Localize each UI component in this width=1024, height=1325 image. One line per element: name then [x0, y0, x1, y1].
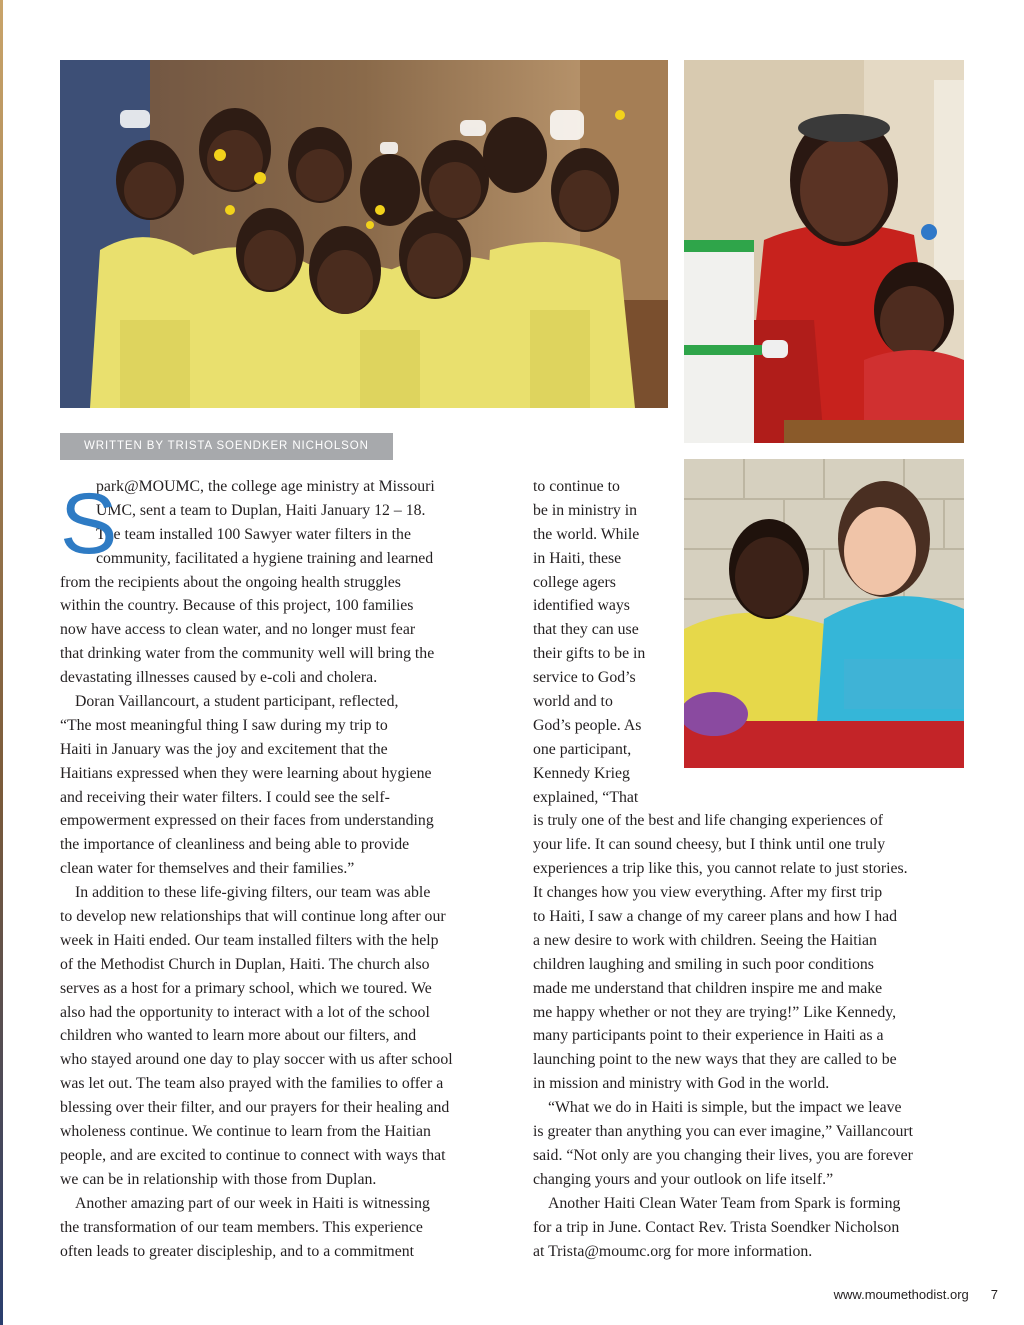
text-line: experiences a trip like this, you cannot relate to just stories.: [533, 860, 908, 878]
text-line: empowerment expressed on their faces from understanding: [60, 812, 434, 830]
photo-mother-and-child-image: [684, 60, 964, 443]
text-line: be in ministry in: [533, 501, 637, 519]
text-line: children who wanted to learn more about our filters, and: [60, 1027, 417, 1045]
text-line: The team installed 100 Sawyer water filters in the: [96, 525, 411, 543]
text-line: to Haiti, I saw a change of my career plans and how I had: [533, 908, 898, 926]
text-line: to continue to: [533, 478, 620, 495]
text-line: also had the opportunity to interact with a lot of the school: [60, 1003, 430, 1021]
photo-schoolchildren-image: [60, 60, 668, 408]
text-line: who stayed around one day to play soccer with us after school: [60, 1051, 453, 1069]
text-line: in mission and ministry with God in the world.: [533, 1075, 830, 1093]
text-line: the importance of cleanliness and being able to provide: [60, 836, 410, 854]
text-line: clean water for themselves and their families.”: [60, 860, 355, 878]
text-line: for a trip in June. Contact Rev. Trista Soendker Nicholson: [533, 1218, 900, 1236]
text-line: was let out. The team also prayed with the families to offer a: [60, 1075, 444, 1093]
photo-schoolchildren: [60, 60, 668, 408]
photo-mother-and-child: [684, 60, 964, 443]
text-line: from the recipients about the ongoing health struggles: [60, 573, 401, 591]
text-line: “What we do in Haiti is simple, but the impact we leave: [548, 1099, 902, 1117]
text-line: is truly one of the best and life changing experiences of: [533, 812, 884, 830]
text-line: we can be in relationship with those from Duplan.: [60, 1170, 377, 1188]
text-line: serves as a host for a primary school, which we toured. We: [60, 979, 432, 997]
text-line: UMC, sent a team to Duplan, Haiti January 12 – 18.: [96, 501, 426, 519]
text-line: people, and are excited to continue to connect with ways that: [60, 1146, 446, 1164]
text-line: Another Haiti Clean Water Team from Spark is forming: [548, 1194, 901, 1212]
text-line: “The most meaningful thing I saw during my trip to: [60, 716, 388, 734]
text-line: wholeness continue. We continue to learn from the Haitian: [60, 1123, 431, 1141]
text-line: in Haiti, these: [533, 549, 622, 567]
text-line: launching point to the new ways that they are called to be: [533, 1051, 897, 1069]
text-line: Haitians expressed when they were learning about hygiene: [60, 764, 432, 782]
text-line: the transformation of our team members. This experience: [60, 1218, 423, 1236]
byline: WRITTEN BY TRISTA SOENDKER NICHOLSON: [60, 433, 393, 460]
text-line: park@MOUMC, the college age ministry at Missouri: [96, 478, 435, 495]
text-line: Doran Vaillancourt, a student participant, reflected,: [75, 693, 399, 711]
text-line: God’s people. As: [533, 716, 642, 734]
text-line: to develop new relationships that will continue long after our: [60, 908, 446, 926]
text-line: me happy whether or not they are trying!” Like Kennedy,: [533, 1003, 897, 1021]
text-line: Haiti in January was the joy and excitement that the: [60, 740, 388, 758]
text-line: at Trista@moumc.org for more information.: [533, 1242, 813, 1260]
text-line: week in Haiti ended. Our team installed filters with the help: [60, 931, 439, 949]
page-footer: [834, 1287, 998, 1302]
text-line: service to God’s: [533, 669, 636, 687]
text-line: made me understand that children inspire me and make: [533, 979, 883, 997]
footer-url: www.moumethodist.org: [833, 1287, 969, 1302]
text-line: Another amazing part of our week in Haiti is witnessing: [75, 1194, 430, 1212]
text-line: community, facilitated a hygiene training and learned: [96, 549, 434, 567]
text-line: that drinking water from the community well will bring the: [60, 645, 435, 663]
article-left-column: [60, 475, 500, 1263]
text-line: Kennedy Krieg: [533, 764, 630, 782]
text-line: explained, “That: [533, 788, 639, 806]
text-line: world and to: [533, 693, 613, 711]
text-line: blessing over their filter, and our prayers for their healing and: [60, 1099, 450, 1117]
text-line: said. “Not only are you changing their lives, you are forever: [533, 1146, 913, 1164]
text-line: the world. While: [533, 525, 640, 543]
page-number: 7: [990, 1287, 998, 1302]
text-line: often leads to greater discipleship, and to a commitment: [60, 1242, 415, 1260]
text-line: of the Methodist Church in Duplan, Haiti. The church also: [60, 955, 430, 973]
text-line: and receiving their water filters. I could see the self-: [60, 788, 390, 806]
text-line: your life. It can sound cheesy, but I think until one truly: [533, 836, 886, 854]
text-line: is greater than anything you can ever imagine,” Vaillancourt: [533, 1123, 914, 1141]
text-line: college agers: [533, 573, 616, 591]
text-line: within the country. Because of this project, 100 families: [60, 597, 414, 615]
text-line: children laughing and smiling in such poor conditions: [533, 955, 874, 973]
drop-cap: S: [60, 476, 118, 572]
text-line: changing yours and your outlook on life itself.”: [533, 1170, 834, 1188]
text-line: that they can use: [533, 621, 639, 639]
text-line: It changes how you view everything. After my first trip: [533, 884, 883, 902]
text-line: devastating illnesses caused by e-coli and cholera.: [60, 669, 378, 687]
text-line: many participants point to their experience in Haiti as a: [533, 1027, 884, 1045]
text-line: their gifts to be in: [533, 645, 646, 663]
text-line: In addition to these life-giving filters, our team was able: [75, 884, 431, 902]
text-line: now have access to clean water, and no longer must fear: [60, 621, 416, 639]
text-line: identified ways: [533, 597, 630, 615]
article-right-column: [533, 475, 965, 1263]
page-edge-decoration: [0, 0, 3, 1325]
text-line: a new desire to work with children. Seeing the Haitian: [533, 931, 877, 949]
text-line: one participant,: [533, 740, 632, 758]
